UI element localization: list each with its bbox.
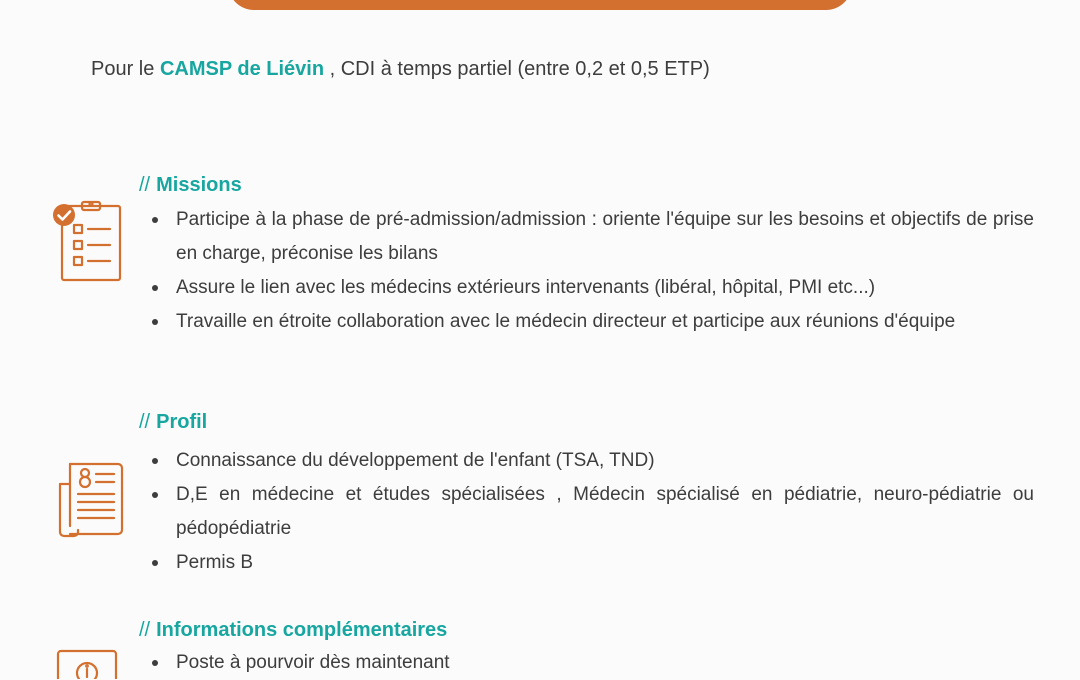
missions-title: // Missions xyxy=(139,174,242,196)
missions-list xyxy=(149,203,1034,339)
list-item: Permis B xyxy=(149,546,1034,580)
list-item: Travaille en étroite collaboration avec le médecin directeur et participe aux réunions d'équipe xyxy=(149,305,1034,339)
infos-title: // Informations complémentaires xyxy=(139,619,448,641)
list-item: D,E en médecine et études spécialisées , Médecin spécialisé en pédiatrie, neuro-pédiatrie ou pédopédiatrie xyxy=(149,478,1034,546)
top-banner xyxy=(228,0,852,10)
intro-line xyxy=(91,58,710,81)
resume-document-icon xyxy=(56,460,126,540)
list-item: Connaissance du développement de l'enfant (TSA, TND) xyxy=(149,444,1034,478)
intro-location: CAMSP de Liévin xyxy=(159,58,325,80)
profil-title: // Profil xyxy=(139,411,208,433)
profil-list xyxy=(149,444,1034,580)
list-item: Assure le lien avec les médecins extérieurs intervenants (libéral, hôpital, PMI etc...) xyxy=(149,271,1034,305)
checklist-clipboard-icon xyxy=(50,199,124,283)
list-item: Participe à la phase de pré-admission/admission : oriente l'équipe sur les besoins et objectifs de prise en charge, préconise les bilans xyxy=(149,203,1034,271)
intro-suffix: , CDI à temps partiel (entre 0,2 et 0,5 ETP) xyxy=(324,58,710,80)
list-item: Poste à pourvoir dès maintenant xyxy=(149,646,1034,680)
intro-prefix: Pour le xyxy=(91,58,160,80)
